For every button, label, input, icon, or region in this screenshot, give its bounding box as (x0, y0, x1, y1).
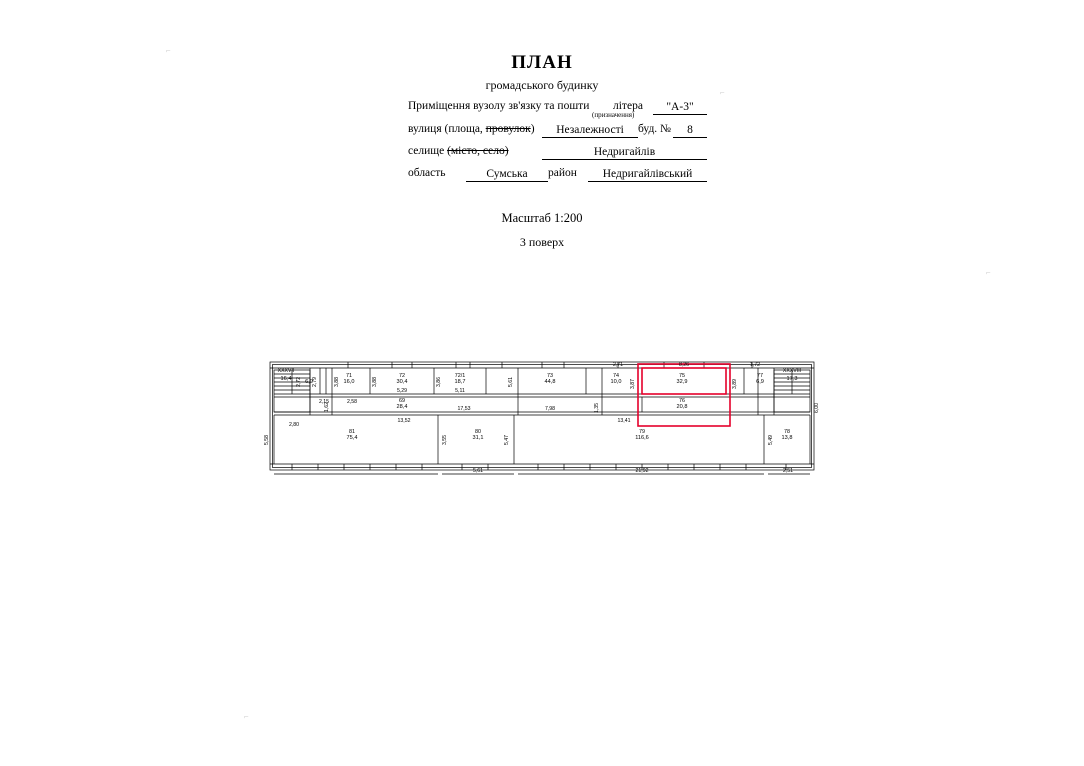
dimension-label: 21,92 (635, 468, 649, 474)
dimension-label: 1,35 (594, 402, 600, 414)
settlement-value: Недригайлів (542, 145, 707, 160)
room-area: 20,8 (676, 404, 688, 410)
dimension-label: 3,86 (436, 376, 442, 388)
room-num: 78 (784, 429, 790, 435)
room-num: 69 (399, 398, 405, 404)
page-corner-mark: ⌐ (244, 712, 249, 721)
page-corner-mark: ⌐ (166, 46, 171, 55)
page-corner-mark: ⌐ (986, 268, 991, 277)
house-number-value: 8 (673, 123, 707, 138)
room-num: 72 (399, 373, 405, 379)
room-area: 6,9 (756, 379, 764, 385)
dimension-label: 13,41 (617, 418, 631, 424)
dimension-label: 5,29 (396, 388, 408, 394)
room-area: 116,6 (635, 435, 649, 441)
room-num: 73 (547, 373, 553, 379)
room-num: 77 (757, 373, 763, 379)
room-num: 76 (679, 398, 685, 404)
dimension-label: 5,47 (504, 434, 510, 446)
street-value: Незалежності (542, 123, 638, 138)
room-area: 10,0 (610, 379, 622, 385)
premises-label: Приміщення вузолу зв'язку та пошти (408, 100, 590, 112)
room-num: 80 (475, 429, 481, 435)
room-area: 13,8 (781, 435, 793, 441)
dimension-label: 2,79 (312, 376, 318, 388)
dimension-label: 5,11 (455, 388, 465, 394)
page-corner-mark: ⌐ (720, 88, 725, 97)
dimension-label: 1,62 (324, 401, 330, 413)
dimension-label: 5,61 (508, 376, 514, 388)
room-num: 74 (613, 373, 619, 379)
district-label: район (548, 167, 577, 179)
floor-label: 3 поверх (519, 235, 565, 249)
stair-label-right: XXXVIII (782, 368, 802, 374)
building-info-block (408, 100, 703, 185)
room-area: 32,9 (676, 379, 688, 385)
dimension-label: 2,72 (296, 376, 302, 388)
dimension-label: 13,52 (397, 418, 411, 424)
info-row-street (408, 123, 703, 141)
info-row-region (408, 167, 703, 185)
letter-label: літера (613, 100, 643, 112)
info-row-premises (408, 100, 703, 118)
room-num: 79 (639, 429, 645, 435)
dimension-label: 3,89 (732, 378, 738, 390)
stair-label-left: XXXVII (277, 368, 295, 374)
dimension-label: 2,71 (612, 362, 624, 368)
purpose-note: (призначення) (592, 111, 635, 119)
dimension-label: 2,80 (288, 422, 300, 428)
dimension-label: 3,55 (442, 434, 448, 446)
info-row-settlement (408, 145, 703, 163)
dimension-label: 5,49 (768, 434, 774, 446)
dimension-label: 6,00 (814, 402, 820, 414)
dimension-label: 2,15 (318, 399, 330, 405)
dimension-label: 2,51 (782, 468, 794, 474)
room-area: 31,1 (472, 435, 484, 441)
room-area: 6,9 (305, 379, 313, 385)
dimension-label: 2,58 (346, 399, 358, 405)
page-subtitle: громадського будинку (485, 78, 599, 92)
letter-value: "А-3" (653, 100, 707, 115)
stair-area-left: 16,4 (280, 376, 292, 382)
dimension-label: 3,87 (630, 378, 636, 390)
stair-area-right: 17,3 (786, 376, 798, 382)
dimension-label: 3,88 (372, 376, 378, 388)
room-area: 18,7 (454, 379, 466, 385)
street-label: вулиця (площа, провулок) (408, 123, 535, 135)
room-area: 44,8 (544, 379, 556, 385)
dimension-label: 3,88 (334, 376, 340, 388)
dimension-label: 1,72 (749, 362, 761, 368)
settlement-label: селище (місто, село) (408, 145, 509, 157)
room-area: 75,4 (346, 435, 358, 441)
floor-plan-svg (252, 350, 832, 540)
dimension-label: 17,53 (457, 406, 471, 412)
room-num: 81 (349, 429, 355, 435)
dimension-label: 5,61 (472, 468, 484, 474)
dimension-label: 5,58 (264, 434, 270, 446)
room-area: 30,4 (396, 379, 408, 385)
room-area: 16,0 (343, 379, 355, 385)
room-num: 75 (679, 373, 685, 379)
dimension-label: 8,26 (678, 362, 690, 368)
dimension-label: 7,98 (544, 406, 556, 412)
room-area: 28,4 (396, 404, 408, 410)
floor-plan (252, 350, 832, 540)
house-number-label: буд. № (638, 123, 672, 135)
district-value: Недригайлівський (588, 167, 707, 182)
region-label: область (408, 167, 446, 179)
page-title: ПЛАН (511, 52, 573, 73)
room-num: 71 (346, 373, 352, 379)
scale-label: Масштаб 1:200 (501, 211, 583, 225)
room-num: 72/1 (454, 373, 466, 379)
region-value: Сумська (466, 167, 548, 182)
